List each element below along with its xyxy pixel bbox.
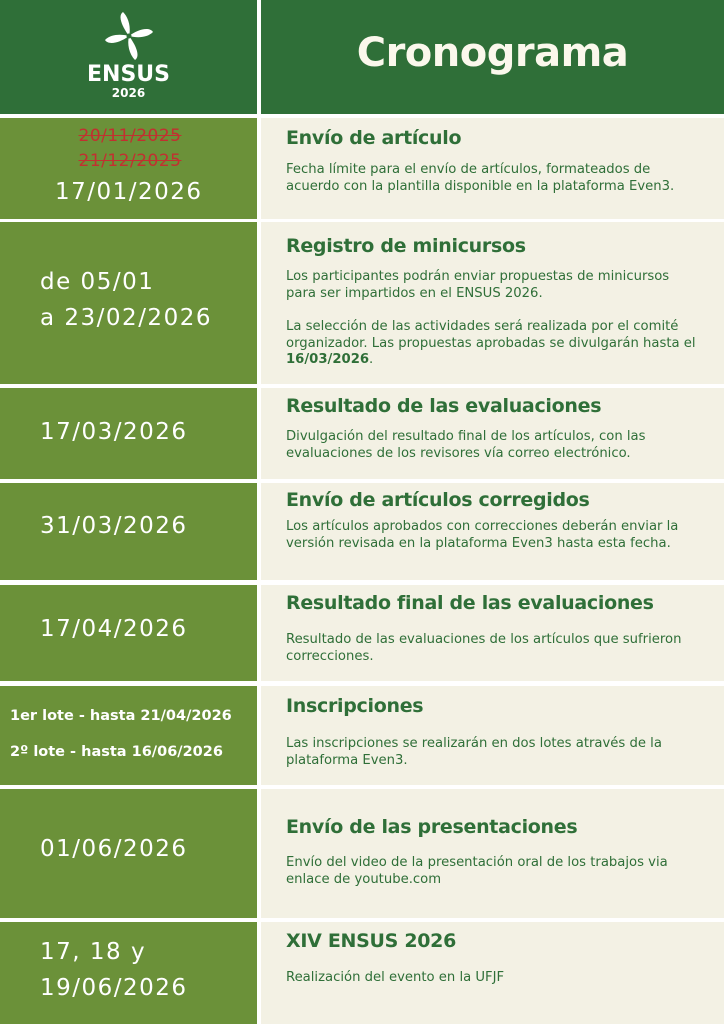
row-event-cell-8	[261, 922, 724, 1024]
event-title: XIV ENSUS 2026	[286, 930, 457, 952]
row-event-cell-6	[261, 686, 724, 785]
row-date: 31/03/2026	[40, 513, 188, 539]
event-description-2	[286, 319, 702, 369]
page-title: Cronograma	[356, 30, 629, 76]
event-description-2-text: La selección de las actividades será realizada por el comité organizador. Las propuestas aprobadas se divulgarán hasta el	[286, 319, 696, 351]
struck-date-1: 20/11/2025	[78, 126, 182, 146]
event-title: Registro de minicursos	[286, 235, 526, 257]
row-event-cell-4	[261, 483, 724, 580]
row-date-line2: a 23/02/2026	[40, 305, 212, 331]
row-date-cell-7	[0, 789, 257, 918]
logo-name: ENSUS	[87, 62, 170, 87]
event-description: Los participantes podrán enviar propuestas de minicursos para ser impartidos en el ENSUS 2026.	[286, 269, 670, 301]
row-date-cell-6	[0, 686, 257, 785]
event-title: Envío de artículo	[286, 127, 462, 149]
row-date-cell-3	[0, 388, 257, 479]
row-date-line1: de 05/01	[40, 269, 155, 295]
event-description: Los artículos aprobados con correcciones deberán enviar la versión revisada en la plataforma Even3 hasta esta fecha.	[286, 519, 679, 551]
row-date: 01/06/2026	[40, 836, 188, 862]
row-date: 17/03/2026	[40, 419, 188, 445]
event-title: Envío de artículos corregidos	[286, 489, 590, 511]
event-highlight-date: 16/03/2026	[286, 352, 370, 367]
row-date: 17/04/2026	[40, 616, 188, 642]
event-description: Resultado de las evaluaciones de los artículos que sufrieron correcciones.	[286, 632, 682, 664]
row-date-line2: 19/06/2026	[40, 975, 188, 1001]
row-date: 17/01/2026	[55, 179, 203, 205]
row-event-cell-1	[261, 118, 724, 219]
event-title: Inscripciones	[286, 695, 424, 717]
row-date-line1: 17, 18 y	[40, 939, 147, 965]
row-date-cell-4	[0, 483, 257, 580]
event-title: Resultado de las evaluaciones	[286, 395, 602, 417]
event-description: Las inscripciones se realizarán en dos lotes através de la plataforma Even3.	[286, 736, 662, 768]
row-event-cell-5	[261, 585, 724, 681]
event-title: Resultado final de las evaluaciones	[286, 592, 654, 614]
pinwheel-logo-icon	[99, 10, 159, 62]
event-description: Fecha límite para el envío de artículos, formateados de acuerdo con la plantilla disponible en la plataforma Even3.	[286, 162, 675, 194]
row-event-cell-7	[261, 789, 724, 918]
event-title: Envío de las presentaciones	[286, 816, 578, 838]
event-description: Realización del evento en la UFJF	[286, 970, 505, 985]
logo-year: 2026	[111, 86, 146, 100]
row-date-cell-2	[0, 222, 257, 384]
lote-1: 1er lote - hasta 21/04/2026	[10, 708, 232, 724]
event-description: Envío del video de la presentación oral de los trabajos via enlace de youtube.com	[286, 855, 668, 887]
row-date-cell-1	[0, 118, 257, 219]
struck-date-2: 21/12/2025	[78, 151, 182, 171]
row-event-cell-2	[261, 222, 724, 384]
event-description: Divulgación del resultado final de los artículos, con las evaluaciones de los revisores vía correo electrónico.	[286, 429, 646, 461]
row-date-cell-5	[0, 585, 257, 681]
event-description-2-end: .	[369, 352, 374, 367]
row-event-cell-3	[261, 388, 724, 479]
lote-2: 2º lote - hasta 16/06/2026	[10, 744, 223, 760]
row-date-cell-8	[0, 922, 257, 1024]
ensus-logo	[0, 10, 257, 110]
